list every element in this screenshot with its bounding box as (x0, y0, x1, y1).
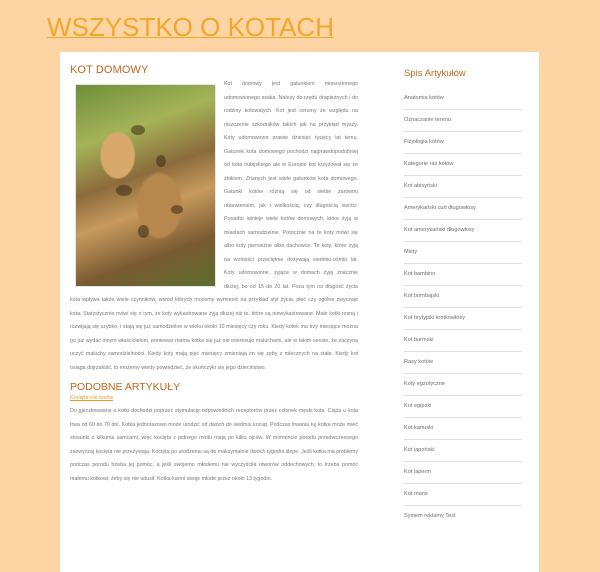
cat-photo (75, 84, 216, 287)
sidebar-item-link[interactable]: Kategorie ras kotów (404, 161, 522, 176)
sidebar-item-link[interactable]: Kot bombajski (404, 293, 522, 308)
sidebar-item-link[interactable]: Oznaczanie terenu (404, 117, 522, 132)
sidebar-items (404, 95, 522, 527)
sidebar-article-list (404, 68, 522, 534)
sidebar-item-link[interactable]: Misty (404, 249, 522, 264)
sidebar-item-link[interactable]: Kot japoński (404, 447, 522, 462)
sidebar-heading: Spis Artykułów (404, 68, 466, 79)
sidebar-item-link[interactable]: Amerykański curl długowłosy (404, 205, 522, 220)
related-article-link[interactable]: Kocięta nie koota (70, 395, 113, 401)
sidebar-item-link[interactable]: Kot brytyjski krótkowłosy (404, 315, 522, 330)
sidebar-item-link[interactable]: Kot amerykański długowłosy (404, 227, 522, 242)
sidebar-item-link[interactable]: Kot bambino (404, 271, 522, 286)
sidebar-item-link[interactable]: Kot burmski (404, 337, 522, 352)
sidebar-item-link[interactable]: Kot abisyński (404, 183, 522, 198)
sidebar-item-link[interactable]: System reklamy Test (404, 513, 456, 519)
main-article (70, 64, 358, 486)
sidebar-item-link[interactable]: Kot laperm (404, 469, 522, 484)
sidebar-item-link[interactable]: Fizjologia kotów (404, 139, 522, 154)
sidebar-item-link[interactable]: Kot kartuski (404, 425, 522, 440)
content-panel (60, 52, 539, 572)
related-articles-heading: PODOBNE ARTYKUŁY (70, 381, 181, 393)
article-body: Kot domowy jest gatunkiem mięsożernego udomowionego ssaka. Należy do rzędu drapieżnych i do rodziny kotowatych. Kot jest cenony ze względu na niszczenie szkodników takich jak na przykład myszy. Koty udomowiono prawie dziesięć tysięcy lat temu. Gatunek kota domowego pochodzi najprawdopodobniej od kota nubijskiego ale w Europie kot krzyżował się ze żbikiem. Znanych jest wiele gatunków kota domowego. Gatunki kotów różnią się od siebie zarówno ubarwieniem, jak i wielkością, czy długością sierści. Ponadto istnieje wiele kotów domowych, które żyją w miastach samodzielnie. Potocznie na te koty mówi się albo koty pierwszne albo dachowce. Te koty, które żyją na wolności przeciętnie dożywają siedmiu-ośmiu lat. Koty udomowione, żyjące w domach żyją znacznie dłużej, bo od 15 do 20 lat. Poza tym na długość życia kota wpływa także wiele czynników, wśród których możemy wymienić na przykład styl życia, płeć czy ogólne zwyczaje kota. Statystycznie mówi się o tym, że koty wykastrowane żyją dłużej niż te, które są niewykastrowane. Małe kotki rosną i rozwijają się szybko, i stają się już samodzielne w wieku około 10 miesięcy czy roku. Kiedy kotek ma trzy miesiące można go już wydać innym właścicielom, ponieważ mama kotka się już nie interesuje maluchami, ale w takim sensie, że zaczyna uczyć maluchy samodzielności. Kiedy koty mają pięć miesięcy zmieniają im się zęby z mlecznych na stałe. Kiedy kot osiąga dojrzałość, to możemy wtedy powiedzieć, że skończyło się jego dzieciństwo. (70, 81, 358, 371)
sidebar-item-link[interactable]: Anatomia kotów (404, 95, 522, 110)
related-article-excerpt: Do gjeczłowwane u kotki dochodzi poprzez stymulację odpowiednich receptorów przez członek męski kota. Ciąża u kota trwa od 60 do 70 dni. Kotka jednorazowo może urodzić od dwóch do siedmiu kociąt. Podczas trwania ruj kotka może mieć stosunki z kilkoma samcami, więc kocięta z jednego miotu mają po kilku ojców. W momencie porodu przedwczesnego zazwyczaj kocięta nie przeżywają. Kocięta po urodzeniu są do maksymalnie dwóch tygodni ślepe. Jeśli kotka ma problemy podczas porodu trzeba jej pomóc, a jeśli swojemu młodemu nie wyczyściła otworów oddechowych, to trzeba pomóc małemu kotkowi, żeby się nie udusił. Kotka karmi swoje młode przez około 13 tygodni. (70, 408, 358, 482)
sidebar-item-link[interactable]: Koty egzotyczne (404, 381, 522, 396)
site-title-link[interactable]: WSZYSTKO O KOTACH (47, 12, 334, 42)
sidebar-item-link[interactable]: Kot egipski (404, 403, 522, 418)
sidebar-item-link[interactable]: Rasy kotów (404, 359, 522, 374)
article-title: KOT DOMOWY (70, 64, 149, 76)
sidebar-item-link[interactable]: Kot manx (404, 491, 522, 506)
